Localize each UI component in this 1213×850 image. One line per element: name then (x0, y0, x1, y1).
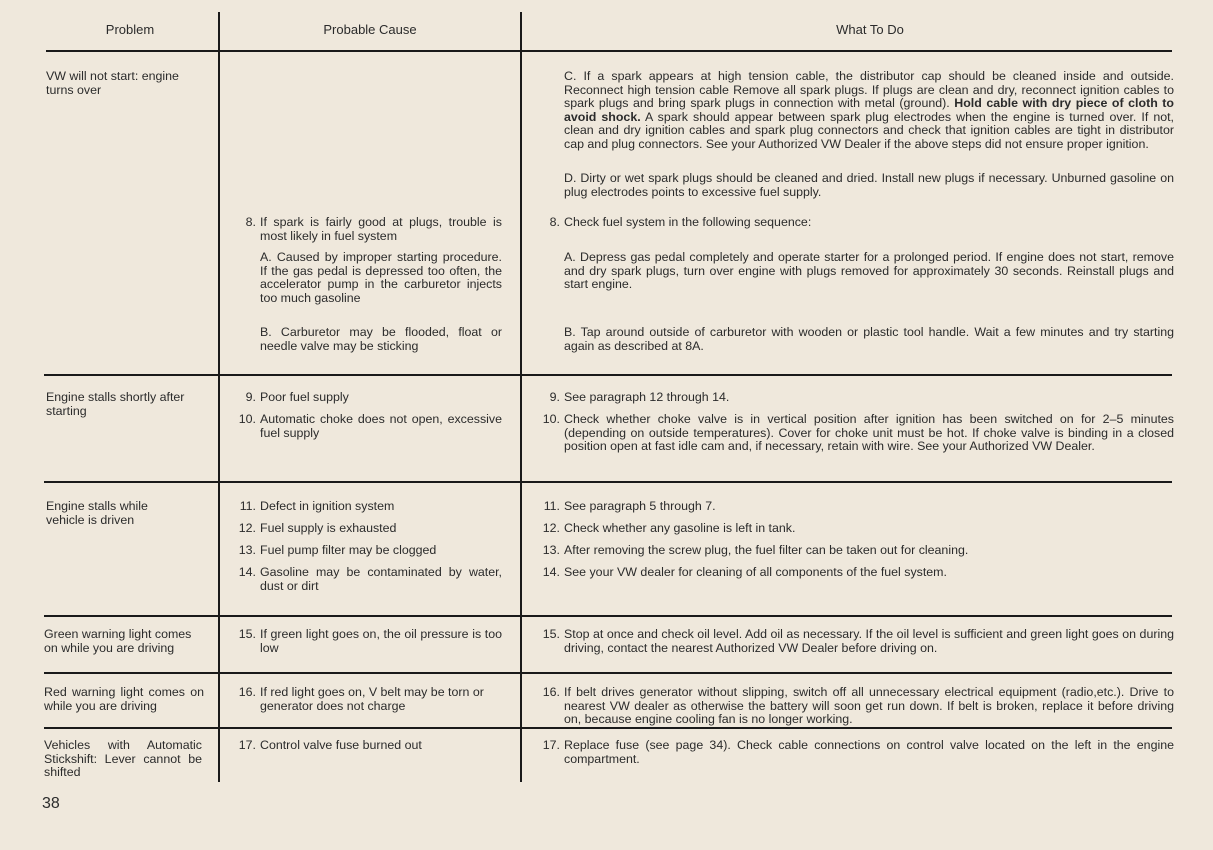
todo-item-9 (534, 391, 1174, 405)
item-text: If spark is fairly good at plugs, trouble is most likely in fuel system (260, 215, 502, 243)
item-number: 14. (238, 565, 256, 579)
item-number: 12. (542, 521, 560, 535)
todo-step-c (564, 70, 1174, 152)
row-rule-3 (44, 615, 1172, 617)
item-number: 13. (542, 543, 560, 557)
header-cause: Probable Cause (323, 22, 417, 37)
item-text: If red light goes on, V belt may be torn or generator does not charge (260, 685, 484, 713)
column-divider-2 (520, 12, 522, 782)
header-rule (46, 50, 1172, 52)
column-divider-1 (218, 12, 220, 782)
problem-cell: VW will not start: engine turns over (46, 69, 179, 97)
row-rule-5 (44, 727, 1172, 729)
problem-cell: Vehicles with Automatic Stickshift: Lever cannot be shifted (44, 738, 202, 780)
todo-step-c-warning: Hold cable with dry piece of cloth to avoid shock. (564, 96, 1174, 124)
item-number: 17. (238, 738, 256, 752)
item-number: 13. (238, 543, 256, 557)
cause-item-13 (230, 544, 502, 558)
item-number: 12. (238, 521, 256, 535)
cause-item-8b: B. Carburetor may be flooded, float or needle valve may be sticking (260, 325, 502, 353)
row-rule-4 (44, 672, 1172, 674)
item-text: Automatic choke does not open, excessive fuel supply (260, 412, 502, 440)
cause-item-17 (230, 739, 502, 753)
item-text: Fuel pump filter may be clogged (260, 543, 437, 557)
item-text: Defect in ignition system (260, 499, 395, 513)
cause-item-11 (230, 500, 502, 514)
todo-item-10 (534, 413, 1174, 454)
item-number: 11. (543, 499, 560, 513)
todo-item-8a: A. Depress gas pedal completely and operate starter for a prolonged period. If engine does not start, remove and dry spark plugs, turn over engine with plugs removed for approximately 30 seconds. Reinstall plugs and start engine. (564, 250, 1174, 292)
item-number: 15. (542, 627, 560, 641)
item-text: Fuel supply is exhausted (260, 521, 397, 535)
todo-item-17 (534, 739, 1174, 766)
todo-step-d: D. Dirty or wet spark plugs should be cleaned and dried. Install new plugs if necessary. Unburned gasoline on plug electrodes points to excessive fuel supply. (564, 171, 1174, 199)
cause-item-15 (230, 628, 502, 655)
todo-item-8 (534, 216, 1174, 230)
item-text: Gasoline may be contaminated by water, dust or dirt (260, 565, 502, 593)
todo-item-15 (534, 628, 1174, 655)
header-todo: What To Do (836, 22, 904, 37)
item-number: 16. (542, 685, 560, 699)
cause-item-8a: A. Caused by improper starting procedure. If the gas pedal is depressed too often, the accelerator pump in the carburetor injects too much gasoline (260, 250, 502, 305)
item-number: 10. (238, 412, 256, 426)
item-text: If belt drives generator without slipping, switch off all unnecessary electrical equipment (radio,etc.). Drive to nearest VW dealer as otherwise the battery will soon get run down. If belt is broken, replace it before driving on, because engine cooling fan is no longer working. (564, 685, 1174, 727)
todo-item-16 (534, 686, 1174, 727)
problem-cell: Red warning light comes on while you are driving (44, 685, 204, 713)
problem-cell: Engine stalls shortly after starting (46, 390, 185, 418)
item-number: 10. (542, 412, 560, 426)
item-number: 9. (549, 390, 560, 404)
cause-item-8 (230, 216, 502, 243)
item-number: 11. (239, 499, 256, 513)
item-text: Check whether choke valve is in vertical position after ignition has been switched on for 2–5 minutes (depending on outside temperatures). Cover for choke unit must be hot. If choke valve is binding in a closed position open at fast idle cam and, if necessary, retain with wire. See your Authorized VW Dealer. (564, 412, 1174, 454)
item-number: 17. (542, 738, 560, 752)
item-text: Replace fuse (see page 34). Check cable connections on control valve located on the left in the engine compartment. (564, 738, 1174, 766)
item-text: See paragraph 12 through 14. (564, 390, 730, 404)
item-number: 14. (542, 565, 560, 579)
problem-cell: Green warning light comes on while you are driving (44, 627, 192, 655)
todo-step-c-text-2: A spark should appear between spark plug electrodes when the engine is turned over. If not, clean and dry ignition cables and spark plug connectors and check that ignition cables are tight in distributor cap and plug connectors. See your Authorized VW Dealer if the above steps did not ensure proper ignition. (564, 109, 1174, 151)
cause-item-16 (230, 686, 502, 713)
item-text: Stop at once and check oil level. Add oil as necessary. If the oil level is sufficient and green light goes on during driving, contact the nearest Authorized VW Dealer before driving on. (564, 627, 1174, 655)
item-text: Check whether any gasoline is left in tank. (564, 521, 796, 535)
todo-item-13 (534, 544, 1174, 558)
todo-item-11 (534, 500, 1174, 514)
item-number: 9. (245, 390, 256, 404)
cause-item-14 (230, 566, 502, 593)
todo-item-14 (534, 566, 1174, 580)
header-problem: Problem (105, 22, 155, 37)
row-rule-2 (44, 481, 1172, 483)
todo-item-12 (534, 522, 1174, 536)
item-text: If green light goes on, the oil pressure is too low (260, 627, 502, 655)
item-number: 15. (238, 627, 256, 641)
item-text: After removing the screw plug, the fuel filter can be taken out for cleaning. (564, 543, 969, 557)
cause-item-12 (230, 522, 502, 536)
problem-cell: Engine stalls while vehicle is driven (46, 499, 148, 527)
item-text: Check fuel system in the following sequence: (564, 215, 812, 229)
item-text: Control valve fuse burned out (260, 738, 422, 752)
item-text: See paragraph 5 through 7. (564, 499, 716, 513)
item-number: 16. (238, 685, 256, 699)
cause-item-10 (230, 413, 502, 440)
item-text: Poor fuel supply (260, 390, 349, 404)
item-number: 8. (549, 215, 560, 229)
item-text: See your VW dealer for cleaning of all components of the fuel system. (564, 565, 947, 579)
todo-step-c-text: C. If a spark appears at high tension cable, the distributor cap should be cleaned inside and outside. Reconnect high tension cable Remove all spark plugs. If plugs are clean and dry, reconnect ignition cables to spark plugs and bring spark plugs in connection with metal (ground). (564, 69, 1174, 111)
item-number: 8. (245, 215, 256, 229)
cause-item-9 (230, 391, 502, 405)
row-rule-1 (44, 374, 1172, 376)
todo-item-8b: B. Tap around outside of carburetor with wooden or plastic tool handle. Wait a few minutes and try starting again as described at 8A. (564, 325, 1174, 353)
page-number: 38 (42, 795, 60, 812)
